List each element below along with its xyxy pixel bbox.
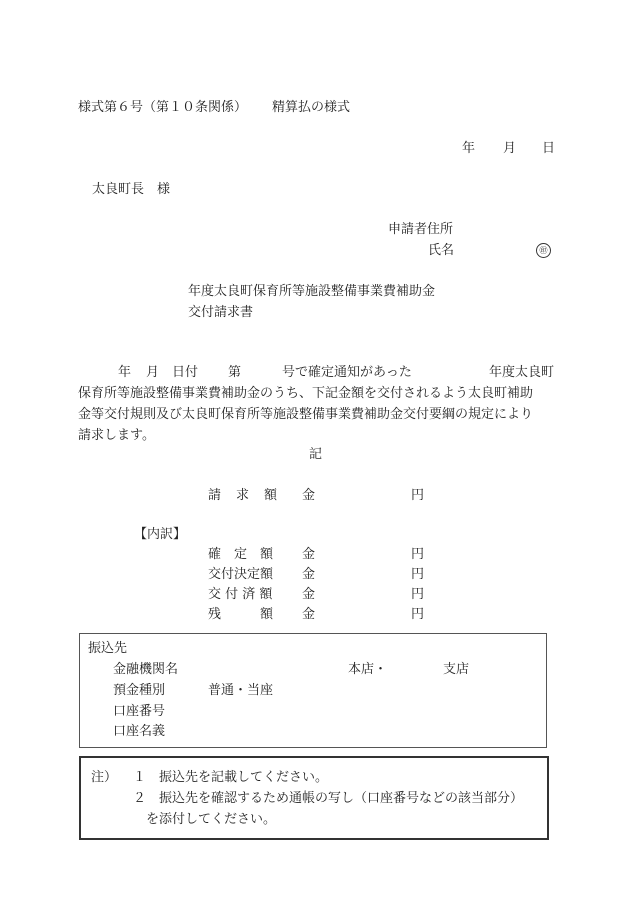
- body-line1-year: 年: [118, 365, 132, 380]
- date-month: 月: [503, 141, 517, 156]
- body-line1-day: 日付: [172, 365, 199, 380]
- form-title: 精算払の様式: [272, 100, 351, 115]
- request-label: 請 求 額: [208, 488, 279, 503]
- applicant-address-label: 申請者住所: [388, 222, 454, 237]
- body-line1-nendo: 年度太良町: [489, 365, 555, 380]
- breakdown-row-label: 確 定 額: [208, 547, 274, 562]
- breakdown-row-kin: 金: [302, 547, 316, 562]
- request-yen: 円: [411, 488, 425, 503]
- breakdown-row-kin: 金: [302, 587, 316, 602]
- breakdown-row-kin: 金: [302, 567, 316, 582]
- note-continuation: を添付してください。: [146, 812, 277, 827]
- breakdown-row-yen: 円: [411, 587, 425, 602]
- body-line2: 保育所等施設整備事業費補助金のうち、下記金額を交付されるよう太良町補助: [78, 386, 534, 401]
- notes-prefix: 注）: [91, 770, 118, 785]
- bank-account-type-label: 預金種別: [113, 683, 166, 698]
- bank-heading: 振込先: [88, 641, 128, 656]
- body-line1-dai: 第: [228, 365, 242, 380]
- body-line1-month: 月: [146, 365, 160, 380]
- breakdown-row-label: 交 付 済 額: [208, 587, 273, 602]
- body-line3: 金等交付規則及び太良町保育所等施設整備事業費補助金交付要綱の規定により: [78, 407, 534, 422]
- document-title-line1: 年度太良町保育所等施設整備事業費補助金: [188, 284, 436, 299]
- bank-head-office: 本店・: [348, 662, 388, 677]
- note-number: １: [133, 770, 147, 785]
- form-number: 様式第６号（第１０条関係）: [78, 100, 248, 115]
- bank-account-type-value: 普通・当座: [208, 683, 274, 698]
- breakdown-row-yen: 円: [411, 547, 425, 562]
- breakdown-row-label: 交付決定額: [208, 567, 274, 582]
- bank-institution-label: 金融機関名: [113, 662, 179, 677]
- addressee: 太良町長 様: [92, 182, 171, 197]
- note-number: ２: [133, 791, 147, 806]
- bank-account-name-label: 口座名義: [113, 724, 166, 739]
- breakdown-heading: 【内訳】: [134, 527, 187, 542]
- note-text: 振込先を確認するため通帳の写し（口座番号などの該当部分）: [159, 791, 524, 806]
- seal-mark: ㊞: [536, 243, 551, 258]
- breakdown-row-yen: 円: [411, 607, 425, 622]
- bank-account-number-label: 口座番号: [113, 704, 166, 719]
- document-title-line2: 交付請求書: [188, 305, 254, 320]
- body-line1-go: 号で確定通知があった: [282, 365, 412, 380]
- bank-branch: 支店: [443, 662, 470, 677]
- body-line4: 請求します。: [78, 428, 155, 443]
- breakdown-row-kin: 金: [302, 607, 316, 622]
- ki-mark: 記: [309, 447, 323, 462]
- breakdown-row-yen: 円: [411, 567, 425, 582]
- applicant-name-label: 氏名: [428, 243, 455, 258]
- breakdown-row-label: 残 額: [208, 607, 274, 622]
- date-day: 日: [542, 141, 556, 156]
- request-kin: 金: [302, 488, 316, 503]
- date-year: 年: [462, 141, 476, 156]
- note-text: 振込先を記載してください。: [159, 770, 329, 785]
